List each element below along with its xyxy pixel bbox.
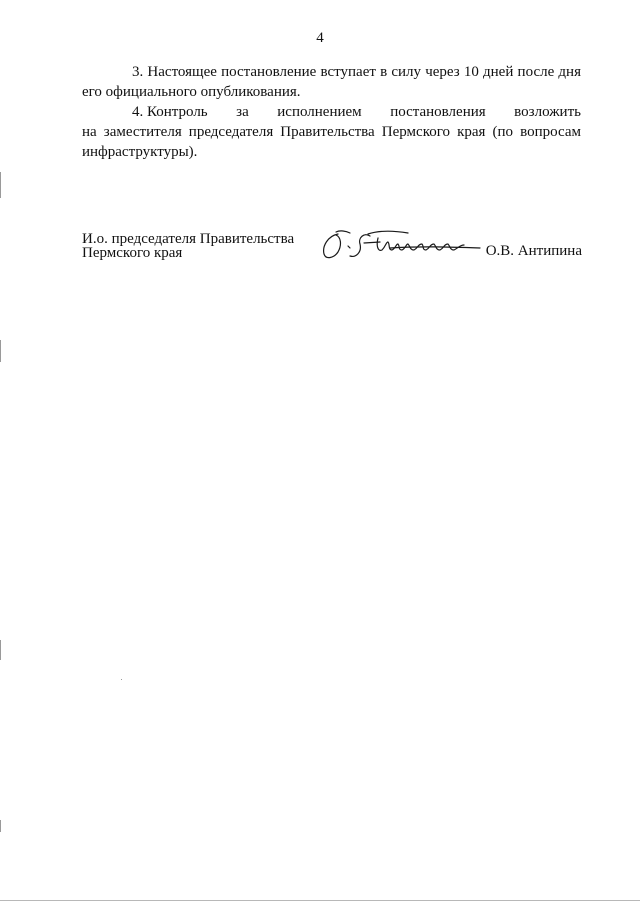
signatory-position-line: Пермского края — [82, 245, 183, 261]
scan-edge-mark — [0, 820, 1, 832]
signatory-position — [82, 232, 294, 260]
scan-edge-mark — [0, 640, 1, 660]
paragraph-4-word: за — [236, 104, 249, 120]
paragraph-4-continuation: на заместителя председателя Правительства Пермского края (по вопросам инфраструктуры). — [82, 124, 581, 160]
paragraph-4-first-line — [82, 102, 581, 122]
paragraph-4-word: исполнением — [277, 104, 362, 120]
paragraph-4-word: 4. Контроль — [132, 104, 208, 120]
handwritten-signature-image — [320, 228, 490, 262]
signatory-name: О.В. Антипина — [485, 243, 582, 259]
scan-edge-mark — [0, 172, 1, 198]
signature-block — [82, 232, 582, 282]
scan-dust-dot — [121, 679, 122, 680]
paragraph-4 — [82, 102, 581, 162]
signatory-position-line: И.о. председателя Правительства — [82, 231, 295, 247]
page-number: 4 — [316, 30, 324, 46]
scan-edge-mark — [0, 340, 1, 362]
paragraph-4-word: возложить — [514, 104, 581, 120]
paragraph-4-word: постановления — [390, 104, 486, 120]
paragraph-3: 3. Настоящее постановление вступает в силу через 10 дней после дня его официального опубликования. — [82, 64, 581, 100]
body-text — [82, 62, 581, 162]
scan-bottom-edge — [0, 900, 640, 901]
